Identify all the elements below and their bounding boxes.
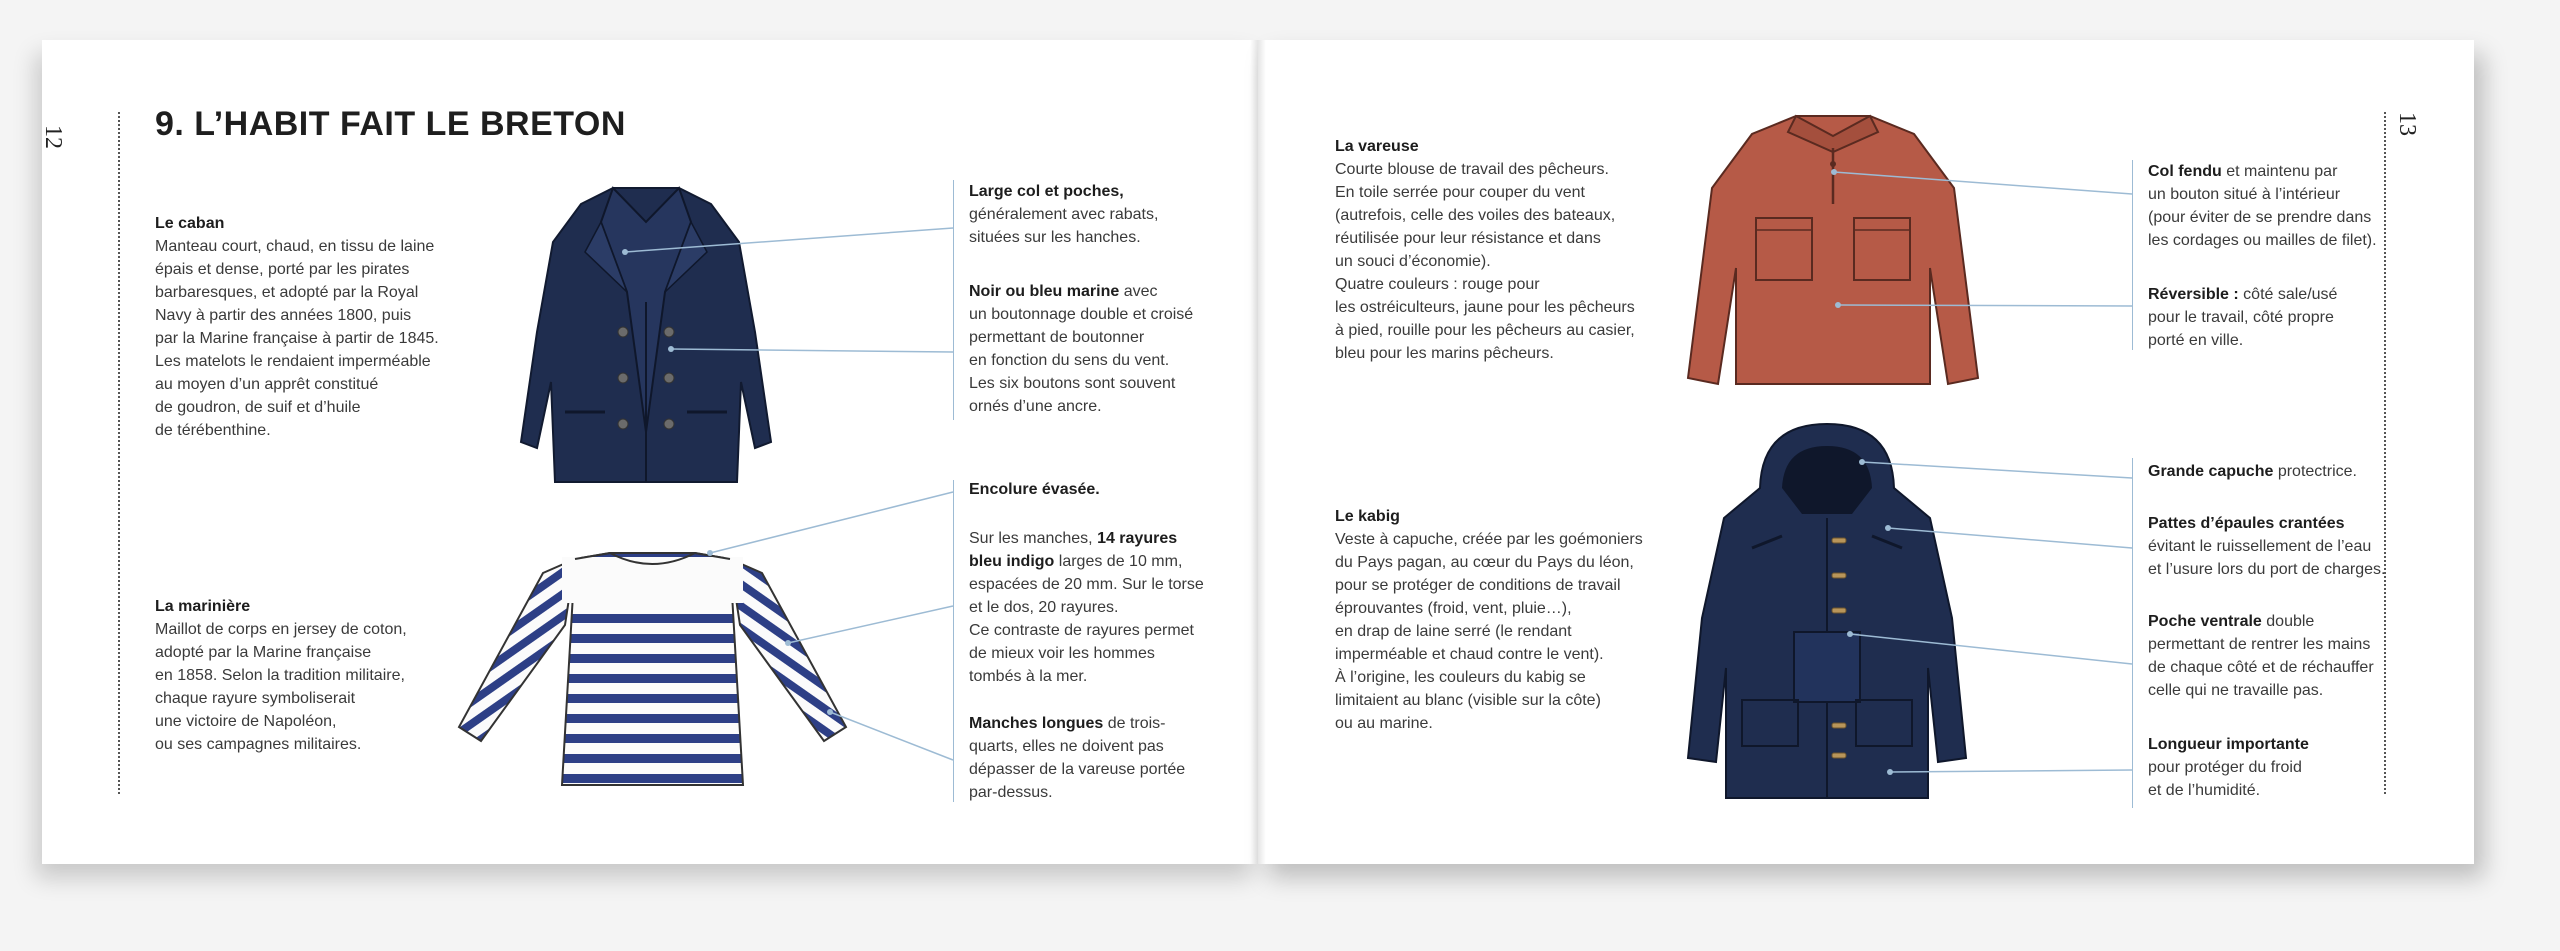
caban-note-color-text: avec un boutonnage double et croisé permettant de boutonner en fonction du sens du vent. Les six boutons sont souvent ornés d’une ancre. (969, 283, 1194, 415)
kabig-note-hood-bold: Grande capuche (2148, 463, 2274, 480)
vareuse-heading: La vareuse (1335, 138, 1419, 155)
mariniere-note-sleeves (969, 712, 1185, 804)
mariniere-note-neck-bold: Encolure évasée. (969, 481, 1100, 498)
kabig-note-length-bold: Longueur importante (2148, 736, 2309, 753)
chapter-title: 9. L’HABIT FAIT LE BRETON (155, 105, 626, 143)
caban-heading: Le caban (155, 215, 225, 232)
kabig-notes-rule (2132, 458, 2133, 808)
vareuse-note-reversible-text: côté sale/usé pour le travail, côté propre porté en ville. (2148, 286, 2338, 349)
kabig-note-length-text: pour protéger du froid et de l’humidité. (2148, 759, 2302, 799)
caban-body: Manteau court, chaud, en tissu de laine épais et dense, porté par les pirates barbaresques, et adopté par la Royal Navy à partir des années 1800, puis par la Marine française à partir de 1845. Les matelots le rendaient imperméable au moyen d’un apprêt constitué de goudron, de suif et d’huile de térébenthine. (155, 238, 439, 439)
kabig-note-shoulders-text: évitant le ruissellement de l’eau et l’usure lors du port de charges. (2148, 538, 2386, 578)
dotted-margin-line-left (118, 112, 120, 794)
vareuse-text-block (1335, 135, 1635, 365)
vareuse-note-collar-bold: Col fendu (2148, 163, 2222, 180)
mariniere-illustration (455, 545, 850, 795)
kabig-note-pocket-bold: Poche ventrale (2148, 613, 2262, 630)
mariniere-notes-rule (953, 480, 954, 802)
kabig-body: Veste à capuche, créée par les goémoniers du Pays pagan, au cœur du Pays du léon, pour se protéger de conditions de travail éprouvantes (froid, vent, pluie…), en drap de laine serré (le rendant imperméable et chaud contre le vent). À l’origine, les couleurs du kabig se limitaient au blanc (visible sur la côte) ou au marine. (1335, 531, 1643, 732)
vareuse-note-reversible (2148, 283, 2337, 352)
kabig-note-pocket-text: double permettant de rentrer les mains de chaque côté et de réchauffer celle qui ne travaille pas. (2148, 613, 2374, 699)
kabig-note-hood (2148, 460, 2357, 483)
mariniere-heading: La marinière (155, 598, 251, 615)
mariniere-note-sleeves-text: de trois- quarts, elles ne doivent pas dépasser de la vareuse portée par-dessus. (969, 715, 1186, 801)
mariniere-note-stripes-text: larges de 10 mm, espacées de 20 mm. Sur le torse et le dos, 20 rayures. Ce contraste de rayures permet de mieux voir les hommes tombés à la mer. (969, 553, 1204, 685)
caban-note-color-bold: Noir ou bleu marine (969, 283, 1120, 300)
mariniere-body: Maillot de corps en jersey de coton, adopté par la Marine française en 1858. Selon la tradition militaire, chaque rayure symboliserait une victoire de Napoléon, ou ses campagnes militaires. (155, 621, 407, 753)
vareuse-note-reversible-bold: Réversible : (2148, 286, 2239, 303)
kabig-note-length (2148, 733, 2309, 802)
mariniere-note-stripes-pre: Sur les manches, (969, 530, 1098, 547)
kabig-illustration (1682, 418, 1972, 803)
vareuse-note-collar-text: et maintenu par un bouton situé à l’intérieur (pour éviter de se prendre dans les cordages ou mailles de filet). (2148, 163, 2377, 249)
mariniere-note-stripes-bold: 14 rayures bleu indigo (969, 530, 1178, 570)
mariniere-note-neck (969, 478, 1100, 501)
book-gutter (1250, 40, 1266, 864)
caban-note-collar (969, 180, 1158, 249)
kabig-note-shoulders (2148, 512, 2385, 581)
caban-illustration (515, 182, 777, 500)
caban-note-collar-bold: Large col et poches, (969, 183, 1124, 200)
vareuse-notes-rule (2132, 160, 2133, 350)
caban-note-color (969, 280, 1193, 418)
mariniere-note-sleeves-bold: Manches longues (969, 715, 1104, 732)
vareuse-note-collar (2148, 160, 2377, 252)
vareuse-illustration (1678, 108, 1988, 396)
kabig-note-shoulders-bold: Pattes d’épaules crantées (2148, 515, 2345, 532)
kabig-text-block (1335, 505, 1643, 735)
kabig-note-pocket (2148, 610, 2374, 702)
kabig-heading: Le kabig (1335, 508, 1400, 525)
page-number-left: 12 (40, 125, 66, 149)
vareuse-body: Courte blouse de travail des pêcheurs. En toile serrée pour couper du vent (autrefois, celle des voiles des bateaux, réutilisée pour leur résistance et dans un souci d’économie). Quatre couleurs : rouge pour les ostréiculteurs, jaune pour les pêcheurs à pied, rouille pour les pêcheurs au casier, bleu pour les marins pêcheurs. (1335, 161, 1635, 362)
page-number-right: 13 (2394, 112, 2420, 136)
mariniere-note-stripes (969, 527, 1204, 688)
mariniere-text-block (155, 595, 407, 756)
caban-note-collar-text: généralement avec rabats, situées sur les hanches. (969, 206, 1159, 246)
caban-notes-rule (953, 180, 954, 420)
dotted-margin-line-right (2384, 112, 2386, 794)
caban-text-block (155, 212, 439, 442)
kabig-note-hood-text: protectrice. (2273, 463, 2357, 480)
